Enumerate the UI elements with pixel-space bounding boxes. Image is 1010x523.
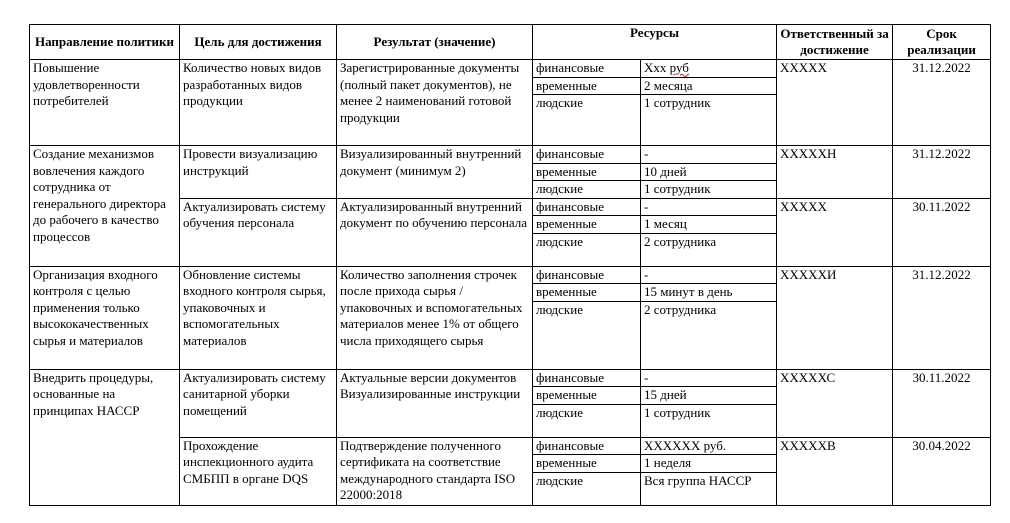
responsible-cell: ХХХХХС <box>777 369 893 437</box>
result-line: Визуализированные инструкции <box>340 386 521 401</box>
resource-value-human: 2 сотрудника <box>641 301 777 369</box>
resource-type-human: людские <box>533 301 641 369</box>
header-row <box>30 25 991 60</box>
resource-value-time: 1 неделя <box>641 455 777 473</box>
deadline-cell: 30.11.2022 <box>893 198 991 266</box>
resource-value-financial <box>641 60 777 78</box>
resource-value-human: 2 сотрудника <box>641 233 777 266</box>
resource-value-financial: - <box>641 266 777 284</box>
resource-type-financial: финансовые <box>533 198 641 216</box>
resource-value-time: 1 месяц <box>641 216 777 234</box>
resource-type-time: временные <box>533 284 641 302</box>
resource-type-human: людские <box>533 472 641 505</box>
goal-cell: Провести визуализацию инструкций <box>180 146 337 199</box>
resource-value-financial: - <box>641 198 777 216</box>
responsible-cell: ХХХХХИ <box>777 266 893 369</box>
goal-cell: Актуализировать систему санитарной уборки помещений <box>180 369 337 437</box>
deadline-cell: 31.12.2022 <box>893 146 991 199</box>
resource-value-time: 15 дней <box>641 387 777 405</box>
resource-value-time: 2 месяца <box>641 77 777 95</box>
resource-value-human: 1 сотрудник <box>641 95 777 146</box>
direction-cell: Создание механизмов вовлечения каждого сотрудника от генерального директора до рабочего в качество процессов <box>30 146 180 267</box>
deadline-cell: 31.12.2022 <box>893 266 991 369</box>
resource-type-time: временные <box>533 163 641 181</box>
deadline-cell: 31.12.2022 <box>893 60 991 146</box>
resource-type-financial: финансовые <box>533 60 641 78</box>
responsible-cell: ХХХХХН <box>777 146 893 199</box>
resource-type-financial: финансовые <box>533 437 641 455</box>
responsible-cell: ХХХХХВ <box>777 437 893 505</box>
financial-value-prefix: Ххх <box>644 60 670 75</box>
header-goal: Цель для достижения <box>180 25 337 60</box>
result-cell <box>337 369 533 437</box>
resource-type-time: временные <box>533 77 641 95</box>
resource-value-financial: ХХХХХХ руб. <box>641 437 777 455</box>
table-row <box>30 369 991 387</box>
resource-type-human: людские <box>533 95 641 146</box>
resource-type-financial: финансовые <box>533 266 641 284</box>
resource-type-financial: финансовые <box>533 369 641 387</box>
resource-value-time: 15 минут в день <box>641 284 777 302</box>
header-direction: Направление политики <box>30 25 180 60</box>
result-line: Актуальные версии документов <box>340 369 517 385</box>
header-resources: Ресурсы <box>533 25 777 60</box>
table-row <box>30 266 991 284</box>
resource-value-financial: - <box>641 369 777 387</box>
resource-value-human: 1 сотрудник <box>641 404 777 437</box>
resource-value-human: Вся группа НАССР <box>641 472 777 505</box>
resource-type-human: людские <box>533 233 641 266</box>
goal-cell: Обновление системы входного контроля сырья, упаковочных и вспомогательных материалов <box>180 266 337 369</box>
resource-type-financial: финансовые <box>533 146 641 164</box>
deadline-cell: 30.11.2022 <box>893 369 991 437</box>
resource-type-time: временные <box>533 455 641 473</box>
goal-cell: Прохождение инспекционного аудита СМБПП в органе DQS <box>180 437 337 505</box>
result-cell: Зарегистрированные документы (полный пакет документов), не менее 2 наименований готовой продукции <box>337 60 533 146</box>
result-cell: Визуализированный внутренний документ (минимум 2) <box>337 146 533 199</box>
result-cell: Актуализированный внутренний документ по обучению персонала <box>337 198 533 266</box>
table-row <box>30 60 991 78</box>
goal-cell: Актуализировать систему обучения персонала <box>180 198 337 266</box>
resource-type-time: временные <box>533 387 641 405</box>
result-cell: Количество заполнения строчек после прихода сырья / упаковочных и вспомогательных материалов менее 1% от общего числа приходящего сырья <box>337 266 533 369</box>
responsible-cell: ХХХХХ <box>777 60 893 146</box>
spellcheck-underlined-word: руб <box>669 60 689 75</box>
result-cell: Подтверждение полученного сертификата на соответствие международного стандарта ISO 22000:2018 <box>337 437 533 505</box>
table-row <box>30 146 991 164</box>
resource-type-time: временные <box>533 216 641 234</box>
header-responsible: Ответственный за достижение <box>777 25 893 60</box>
policy-table <box>29 24 991 506</box>
deadline-cell: 30.04.2022 <box>893 437 991 505</box>
header-deadline: Срок реализации <box>893 25 991 60</box>
header-result: Результат (значение) <box>337 25 533 60</box>
resource-type-human: людские <box>533 181 641 199</box>
direction-cell: Повышение удовлетворенности потребителей <box>30 60 180 146</box>
resource-value-financial: - <box>641 146 777 164</box>
resource-value-time: 10 дней <box>641 163 777 181</box>
responsible-cell: ХХХХХ <box>777 198 893 266</box>
direction-cell: Организация входного контроля с целью применения только высококачественных сырья и материалов <box>30 266 180 369</box>
resource-value-human: 1 сотрудник <box>641 181 777 199</box>
direction-cell: Внедрить процедуры, основанные на принципах НАССР <box>30 369 180 505</box>
resource-type-human: людские <box>533 404 641 437</box>
goal-cell: Количество новых видов разработанных видов продукции <box>180 60 337 146</box>
